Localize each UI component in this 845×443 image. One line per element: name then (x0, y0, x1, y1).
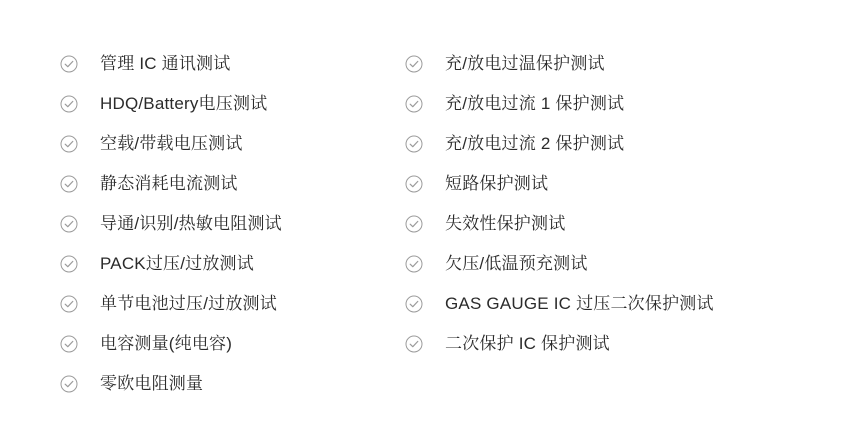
check-circle-icon (405, 295, 423, 313)
list-item (60, 324, 405, 364)
list-item (405, 124, 805, 164)
list-item-label: 充/放电过流 1 保护测试 (445, 94, 625, 113)
list-item-label: 导通/识别/热敏电阻测试 (100, 214, 282, 233)
list-item (60, 124, 405, 164)
list-item-label: 电容测量(纯电容) (100, 334, 233, 353)
check-circle-icon (405, 135, 423, 153)
check-circle-icon (60, 55, 78, 73)
list-item-label: 单节电池过压/过放测试 (100, 294, 277, 313)
check-circle-icon (60, 255, 78, 273)
list-item (405, 324, 805, 364)
check-circle-icon (405, 95, 423, 113)
list-item-label: GAS GAUGE IC 过压二次保护测试 (445, 294, 714, 313)
check-circle-icon (60, 175, 78, 193)
list-item-label: 管理 IC 通讯测试 (100, 54, 231, 73)
check-circle-icon (405, 175, 423, 193)
list-item (60, 364, 405, 404)
list-item-label: 二次保护 IC 保护测试 (445, 334, 610, 353)
list-item-label: HDQ/Battery电压测试 (100, 94, 268, 113)
check-circle-icon (60, 335, 78, 353)
list-item (405, 164, 805, 204)
check-circle-icon (60, 375, 78, 393)
check-circle-icon (405, 215, 423, 233)
list-item-label: 零欧电阻测量 (100, 374, 204, 393)
list-item (60, 164, 405, 204)
check-circle-icon (60, 215, 78, 233)
list-item (60, 44, 405, 84)
list-item-label: 短路保护测试 (445, 174, 549, 193)
list-item (60, 84, 405, 124)
list-item-label: 充/放电过温保护测试 (445, 54, 605, 73)
list-item (405, 84, 805, 124)
list-item (405, 244, 805, 284)
feature-column-left (60, 44, 405, 404)
list-item-label: 充/放电过流 2 保护测试 (445, 134, 625, 153)
check-circle-icon (60, 95, 78, 113)
list-item-label: 空载/带载电压测试 (100, 134, 243, 153)
check-circle-icon (60, 295, 78, 313)
list-item (405, 44, 805, 84)
list-item-label: 静态消耗电流测试 (100, 174, 238, 193)
check-circle-icon (60, 135, 78, 153)
list-item (60, 204, 405, 244)
list-item-label: 欠压/低温预充测试 (445, 254, 588, 273)
list-item (60, 244, 405, 284)
check-circle-icon (405, 55, 423, 73)
list-item (405, 204, 805, 244)
list-item-label: 失效性保护测试 (445, 214, 566, 233)
feature-column-right (405, 44, 805, 364)
check-circle-icon (405, 255, 423, 273)
list-item-label: PACK过压/过放测试 (100, 254, 254, 273)
list-item (60, 284, 405, 324)
check-circle-icon (405, 335, 423, 353)
list-item (405, 284, 805, 324)
